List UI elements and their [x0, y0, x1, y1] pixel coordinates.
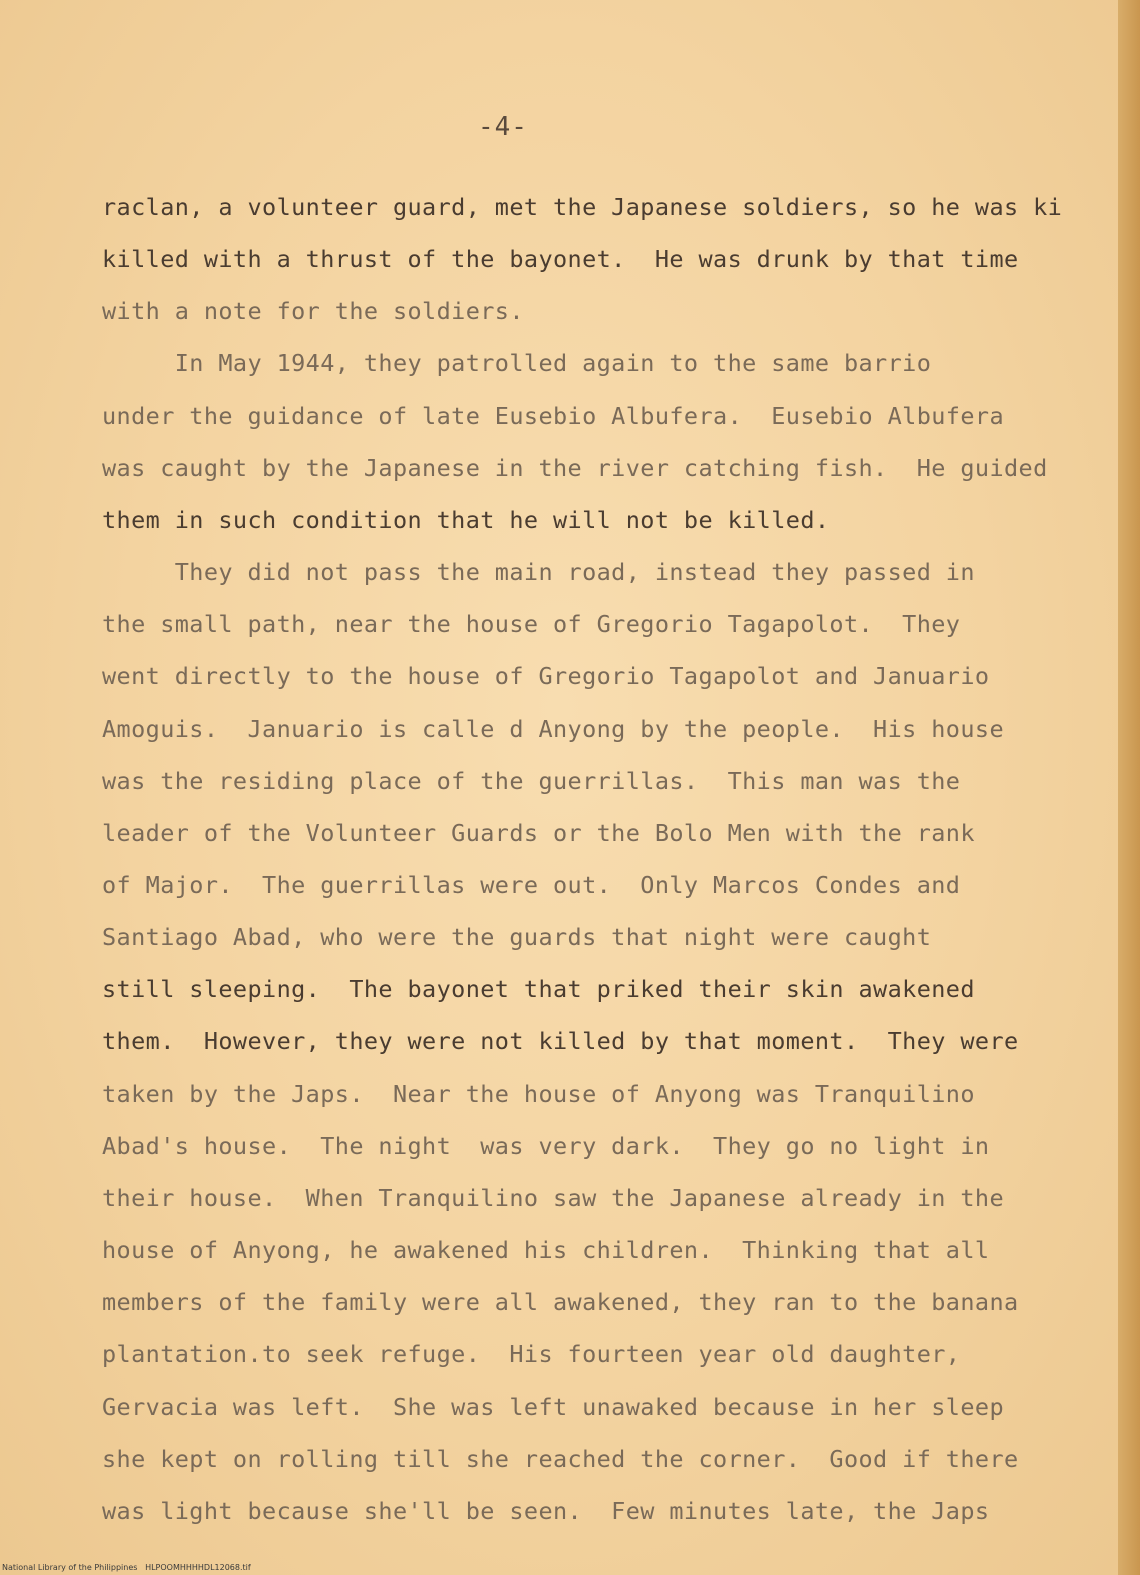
text-line-25: she kept on rolling till she reached the corner. Good if there: [102, 1445, 1019, 1473]
text-line-2: killed with a thrust of the bayonet. He was drunk by that time: [102, 245, 1019, 273]
text-line-9: the small path, near the house of Gregorio Tagapolot. They: [102, 610, 961, 638]
text-line-26: was light because she'll be seen. Few minutes late, the Japs: [102, 1497, 990, 1525]
text-line-14: of Major. The guerrillas were out. Only Marcos Condes and: [102, 871, 961, 899]
text-line-4: In May 1944, they patrolled again to the same barrio: [102, 349, 932, 377]
text-line-5: under the guidance of late Eusebio Albufera. Eusebio Albufera: [102, 402, 1004, 430]
text-line-15: Santiago Abad, who were the guards that night were caught: [102, 923, 932, 951]
text-line-20: their house. When Tranquilino saw the Japanese already in the: [102, 1184, 1004, 1212]
text-line-13: leader of the Volunteer Guards or the Bolo Men with the rank: [102, 819, 975, 847]
text-line-18: taken by the Japs. Near the house of Anyong was Tranquilino: [102, 1080, 975, 1108]
text-line-22: members of the family were all awakened, they ran to the banana: [102, 1288, 1019, 1316]
text-line-10: went directly to the house of Gregorio Tagapolot and Januario: [102, 662, 990, 690]
text-line-16: still sleeping. The bayonet that priked their skin awakened: [102, 975, 975, 1003]
text-line-6: was caught by the Japanese in the river catching fish. He guided: [102, 454, 1048, 482]
text-line-1: raclan, a volunteer guard, met the Japanese soldiers, so he was ki: [102, 193, 1063, 221]
text-line-21: house of Anyong, he awakened his children. Thinking that all: [102, 1236, 990, 1264]
scan-footer: [2, 1563, 251, 1572]
page-edge: [1118, 0, 1140, 1575]
text-line-19: Abad's house. The night was very dark. They go no light in: [102, 1132, 990, 1160]
text-line-24: Gervacia was left. She was left unawaked because in her sleep: [102, 1393, 1004, 1421]
text-line-8: They did not pass the main road, instead they passed in: [102, 558, 975, 586]
text-line-23: plantation.to seek refuge. His fourteen year old daughter,: [102, 1340, 961, 1368]
text-line-12: was the residing place of the guerrillas. This man was the: [102, 767, 961, 795]
text-line-17: them. However, they were not killed by that moment. They were: [102, 1027, 1019, 1055]
page-number: -4-: [478, 112, 528, 142]
text-line-3: with a note for the soldiers.: [102, 297, 524, 325]
file-id: HLPOOMHHHHDL12068.tif: [145, 1563, 251, 1572]
archive-label: National Library of the Philippines: [2, 1563, 138, 1572]
text-line-7: them in such condition that he will not be killed.: [102, 506, 830, 534]
text-line-11: Amoguis. Januario is calle d Anyong by the people. His house: [102, 715, 1004, 743]
